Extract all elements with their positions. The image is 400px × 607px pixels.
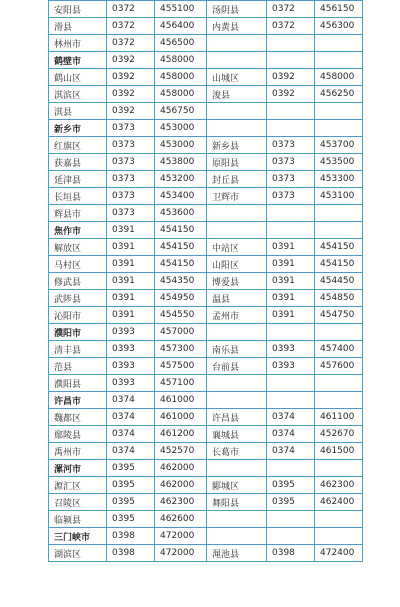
area-code-cell: 0374	[267, 443, 315, 460]
name-cell: 山城区	[207, 69, 267, 86]
postal-code-cell: 454150	[315, 239, 363, 256]
table-row	[49, 256, 363, 273]
table-row	[49, 426, 363, 443]
postal-code-cell: 454150	[315, 256, 363, 273]
area-code-cell	[267, 103, 315, 120]
area-code-cell: 0392	[107, 86, 155, 103]
name-cell: 滑县	[49, 18, 107, 35]
name-cell: 焦作市	[49, 222, 107, 239]
name-cell: 林州市	[49, 35, 107, 52]
area-code-cell: 0393	[267, 341, 315, 358]
postal-code-cell	[315, 205, 363, 222]
postal-code-cell: 462000	[155, 460, 207, 477]
name-cell: 清丰县	[49, 341, 107, 358]
area-code-cell: 0398	[267, 545, 315, 562]
table-row	[49, 341, 363, 358]
postal-code-cell: 457000	[155, 324, 207, 341]
postal-code-cell	[315, 392, 363, 409]
area-code-cell: 0373	[267, 188, 315, 205]
postal-code-cell: 458000	[155, 52, 207, 69]
table-row	[49, 137, 363, 154]
name-cell: 卫辉市	[207, 188, 267, 205]
area-code-cell: 0391	[267, 256, 315, 273]
area-code-cell: 0391	[107, 222, 155, 239]
postal-code-cell: 457300	[155, 341, 207, 358]
city-row	[49, 52, 363, 69]
postal-code-cell: 452670	[315, 426, 363, 443]
area-code-cell	[267, 460, 315, 477]
name-cell	[207, 511, 267, 528]
table-row	[49, 86, 363, 103]
postal-code-cell: 461000	[155, 409, 207, 426]
table-row	[49, 239, 363, 256]
name-cell	[207, 35, 267, 52]
name-cell: 浚县	[207, 86, 267, 103]
table-row	[49, 494, 363, 511]
area-code-cell: 0374	[107, 443, 155, 460]
postal-code-cell: 462600	[155, 511, 207, 528]
area-code-cell: 0373	[107, 137, 155, 154]
postal-code-cell: 458000	[315, 69, 363, 86]
postal-code-cell: 456500	[155, 35, 207, 52]
postal-code-cell: 453100	[315, 188, 363, 205]
postal-code-cell: 456250	[315, 86, 363, 103]
area-code-cell: 0373	[107, 188, 155, 205]
city-row	[49, 528, 363, 545]
name-cell: 长垣县	[49, 188, 107, 205]
postal-code-cell: 461500	[315, 443, 363, 460]
table-row	[49, 103, 363, 120]
postal-code-cell: 457600	[315, 358, 363, 375]
area-code-cell	[267, 222, 315, 239]
name-cell: 舞阳县	[207, 494, 267, 511]
area-code-cell: 0395	[107, 494, 155, 511]
name-cell: 博爱县	[207, 273, 267, 290]
name-cell: 红旗区	[49, 137, 107, 154]
area-code-cell: 0373	[107, 120, 155, 137]
postal-code-cell	[315, 35, 363, 52]
postal-code-cell: 454150	[155, 222, 207, 239]
name-cell: 湖滨区	[49, 545, 107, 562]
name-cell: 原阳县	[207, 154, 267, 171]
postal-code-cell	[315, 511, 363, 528]
name-cell	[207, 460, 267, 477]
area-code-cell: 0373	[267, 171, 315, 188]
name-cell	[207, 103, 267, 120]
name-cell: 鄢陵县	[49, 426, 107, 443]
name-cell: 获嘉县	[49, 154, 107, 171]
postal-code-cell: 454950	[155, 290, 207, 307]
name-cell: 召陵区	[49, 494, 107, 511]
postal-code-cell: 453300	[315, 171, 363, 188]
postal-code-cell: 456750	[155, 103, 207, 120]
postal-code-cell: 453000	[155, 137, 207, 154]
name-cell: 襄城县	[207, 426, 267, 443]
area-code-cell: 0393	[107, 358, 155, 375]
postal-code-cell	[315, 375, 363, 392]
area-code-cell: 0374	[267, 426, 315, 443]
postal-code-cell: 472000	[155, 528, 207, 545]
area-code-cell	[267, 528, 315, 545]
name-cell: 许昌县	[207, 409, 267, 426]
name-cell: 温县	[207, 290, 267, 307]
postal-code-cell	[315, 324, 363, 341]
table-row	[49, 69, 363, 86]
postal-code-cell: 453800	[155, 154, 207, 171]
area-code-cell: 0391	[107, 239, 155, 256]
area-code-cell	[267, 324, 315, 341]
name-cell: 淇县	[49, 103, 107, 120]
name-cell	[207, 120, 267, 137]
postal-code-cell: 461200	[155, 426, 207, 443]
name-cell: 解放区	[49, 239, 107, 256]
area-code-cell: 0373	[267, 137, 315, 154]
name-cell	[207, 205, 267, 222]
postal-code-cell: 472000	[155, 545, 207, 562]
city-row	[49, 324, 363, 341]
postal-code-cell: 454450	[315, 273, 363, 290]
area-code-cell: 0374	[107, 392, 155, 409]
postal-code-cell: 456150	[315, 1, 363, 18]
name-cell	[207, 52, 267, 69]
area-code-cell: 0372	[107, 35, 155, 52]
area-code-cell: 0373	[107, 154, 155, 171]
postal-code-cell: 457100	[155, 375, 207, 392]
postal-code-cell: 462300	[155, 494, 207, 511]
postal-code-cell: 453400	[155, 188, 207, 205]
area-code-cell: 0374	[107, 409, 155, 426]
postal-code-cell: 472400	[315, 545, 363, 562]
name-cell: 内黄县	[207, 18, 267, 35]
area-code-cell: 0391	[267, 239, 315, 256]
postal-code-cell: 456400	[155, 18, 207, 35]
area-code-cell: 0395	[107, 477, 155, 494]
table-row	[49, 545, 363, 562]
area-code-cell: 0393	[107, 341, 155, 358]
name-cell: 濮阳市	[49, 324, 107, 341]
area-code-cell: 0391	[267, 290, 315, 307]
postal-code-cell: 457500	[155, 358, 207, 375]
postal-code-cell: 461000	[155, 392, 207, 409]
name-cell: 范县	[49, 358, 107, 375]
postal-code-cell: 454750	[315, 307, 363, 324]
area-code-cell: 0391	[267, 307, 315, 324]
postal-code-cell: 453700	[315, 137, 363, 154]
name-cell: 延津县	[49, 171, 107, 188]
name-cell: 渑池县	[207, 545, 267, 562]
name-cell: 新乡市	[49, 120, 107, 137]
table-row	[49, 18, 363, 35]
area-code-cell: 0391	[107, 256, 155, 273]
postal-code-cell: 453200	[155, 171, 207, 188]
name-cell	[207, 392, 267, 409]
table-row	[49, 1, 363, 18]
table-row	[49, 511, 363, 528]
name-cell: 长葛市	[207, 443, 267, 460]
name-cell	[207, 375, 267, 392]
table-row	[49, 290, 363, 307]
postal-code-cell: 462000	[155, 477, 207, 494]
area-code-cell: 0392	[107, 103, 155, 120]
name-cell: 魏都区	[49, 409, 107, 426]
city-row	[49, 222, 363, 239]
table-row	[49, 35, 363, 52]
area-code-cell: 0398	[107, 545, 155, 562]
postal-code-cell: 461100	[315, 409, 363, 426]
area-code-cell: 0392	[107, 69, 155, 86]
name-cell: 淇滨区	[49, 86, 107, 103]
city-row	[49, 460, 363, 477]
area-code-cell: 0393	[107, 324, 155, 341]
postal-code-cell: 458000	[155, 69, 207, 86]
area-code-cell: 0372	[267, 1, 315, 18]
area-code-cell: 0373	[267, 154, 315, 171]
area-code-cell: 0395	[107, 460, 155, 477]
area-code-cell	[267, 35, 315, 52]
postal-code-cell: 454550	[155, 307, 207, 324]
name-cell: 新乡县	[207, 137, 267, 154]
name-cell: 安阳县	[49, 1, 107, 18]
area-code-cell: 0392	[267, 86, 315, 103]
postal-code-cell	[315, 52, 363, 69]
area-code-cell: 0391	[267, 273, 315, 290]
area-code-cell	[267, 52, 315, 69]
name-cell: 临颍县	[49, 511, 107, 528]
postal-code-cell: 455100	[155, 1, 207, 18]
postal-code-cell	[315, 460, 363, 477]
area-code-cell: 0374	[267, 409, 315, 426]
table-row	[49, 358, 363, 375]
table-row	[49, 205, 363, 222]
postal-code-table-body	[49, 1, 363, 562]
name-cell	[207, 528, 267, 545]
table-row	[49, 477, 363, 494]
postal-code-cell: 458000	[155, 86, 207, 103]
table-row	[49, 307, 363, 324]
name-cell: 沁阳市	[49, 307, 107, 324]
name-cell	[207, 222, 267, 239]
name-cell: 禹州市	[49, 443, 107, 460]
table-row	[49, 154, 363, 171]
postal-code-cell	[315, 103, 363, 120]
name-cell: 许昌市	[49, 392, 107, 409]
area-code-cell: 0373	[107, 171, 155, 188]
area-code-cell: 0393	[267, 358, 315, 375]
postal-code-cell: 454150	[155, 239, 207, 256]
name-cell: 孟州市	[207, 307, 267, 324]
area-code-cell: 0372	[107, 18, 155, 35]
name-cell: 鹤山区	[49, 69, 107, 86]
postal-code-cell: 462300	[315, 477, 363, 494]
name-cell: 三门峡市	[49, 528, 107, 545]
area-code-cell: 0392	[107, 52, 155, 69]
name-cell: 辉县市	[49, 205, 107, 222]
name-cell: 山阳区	[207, 256, 267, 273]
name-cell: 源汇区	[49, 477, 107, 494]
postal-code-table	[48, 0, 363, 562]
area-code-cell: 0373	[107, 205, 155, 222]
table-row	[49, 171, 363, 188]
city-row	[49, 120, 363, 137]
name-cell: 南乐县	[207, 341, 267, 358]
area-code-cell	[267, 392, 315, 409]
name-cell: 修武县	[49, 273, 107, 290]
name-cell: 马村区	[49, 256, 107, 273]
name-cell: 郾城区	[207, 477, 267, 494]
name-cell: 武陟县	[49, 290, 107, 307]
area-code-cell: 0393	[107, 375, 155, 392]
postal-code-cell: 453500	[315, 154, 363, 171]
postal-code-cell: 453600	[155, 205, 207, 222]
table-row	[49, 273, 363, 290]
area-code-cell: 0372	[107, 1, 155, 18]
area-code-cell: 0372	[267, 18, 315, 35]
postal-code-cell: 452570	[155, 443, 207, 460]
name-cell: 漯河市	[49, 460, 107, 477]
postal-code-cell	[315, 222, 363, 239]
area-code-cell	[267, 511, 315, 528]
table-row	[49, 443, 363, 460]
area-code-cell	[267, 205, 315, 222]
area-code-cell: 0395	[107, 511, 155, 528]
postal-code-cell: 456300	[315, 18, 363, 35]
name-cell: 台前县	[207, 358, 267, 375]
area-code-cell	[267, 375, 315, 392]
postal-code-cell: 454150	[155, 256, 207, 273]
area-code-cell: 0395	[267, 494, 315, 511]
area-code-cell: 0374	[107, 426, 155, 443]
postal-code-cell: 462400	[315, 494, 363, 511]
area-code-cell: 0391	[107, 307, 155, 324]
city-row	[49, 392, 363, 409]
area-code-cell: 0398	[107, 528, 155, 545]
name-cell: 汤阴县	[207, 1, 267, 18]
name-cell: 中站区	[207, 239, 267, 256]
name-cell: 濮阳县	[49, 375, 107, 392]
table-row	[49, 375, 363, 392]
postal-code-cell	[315, 120, 363, 137]
postal-code-cell: 453000	[155, 120, 207, 137]
name-cell	[207, 324, 267, 341]
postal-code-cell: 454350	[155, 273, 207, 290]
table-row	[49, 409, 363, 426]
name-cell: 鹤壁市	[49, 52, 107, 69]
postal-code-cell	[315, 528, 363, 545]
name-cell: 封丘县	[207, 171, 267, 188]
area-code-cell: 0391	[107, 290, 155, 307]
table-row	[49, 188, 363, 205]
area-code-cell: 0395	[267, 477, 315, 494]
area-code-cell: 0391	[107, 273, 155, 290]
postal-code-cell: 457400	[315, 341, 363, 358]
area-code-cell	[267, 120, 315, 137]
area-code-cell: 0392	[267, 69, 315, 86]
postal-code-cell: 454850	[315, 290, 363, 307]
